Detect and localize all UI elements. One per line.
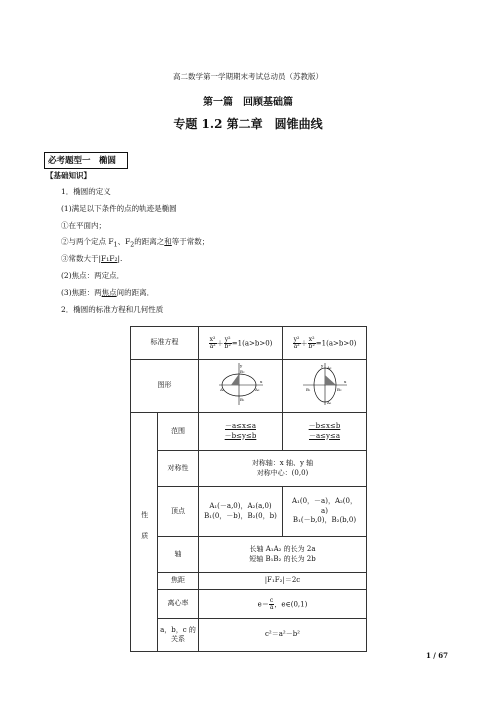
std-eq-label: 标准方程 [131, 327, 199, 360]
nature-label: 性质 [131, 413, 158, 652]
svg-text:A₁: A₁ [219, 387, 224, 393]
section-box-label: 必考题型一 椭圆 [48, 156, 117, 166]
svg-text:A₁: A₁ [326, 400, 331, 406]
definition-line-1: (1)满足以下条件的点的轨迹是椭圆 [61, 204, 177, 213]
part-title: 第一篇 回顾基础篇 [203, 97, 293, 108]
graph-vertical [283, 360, 367, 413]
svg-text:y: y [320, 363, 323, 369]
definition-heading: 1．椭圆的定义 [61, 187, 111, 196]
svg-text:B₁: B₁ [239, 397, 245, 403]
ellipse-properties-table [130, 326, 367, 652]
svg-text:B₁: B₁ [305, 387, 311, 393]
svg-text:B₂: B₂ [239, 369, 245, 375]
svg-text:y: y [239, 363, 242, 369]
definition-line-3: ②与两个定点 $F_1$、$F_2$的距离之和等于常数； [61, 237, 210, 249]
focus-line: (2)焦点：两定点． [61, 271, 125, 280]
ellipse-horizontal-graph [217, 361, 265, 407]
topic-title: 专题 1.2 第二章 圆锥曲线 [173, 117, 323, 131]
axis-label: 轴 [158, 537, 199, 573]
focal-distance-line: (3)焦距：两焦点间的距离． [61, 288, 155, 297]
abc-value: c²＝a²－b² [199, 619, 367, 652]
header-title: 高二数学第一学期期末考试总动员（苏教版） [173, 72, 323, 81]
symmetry-label: 对称性 [158, 451, 199, 487]
vertex-label: 顶点 [158, 487, 199, 537]
symmetry-value: 对称轴：x 轴、y 轴 对称中心：(0,0) [199, 451, 367, 487]
vertex-horizontal: A₁(－a,0)，A₂(a,0) B₁(0，－b)，B₂(0，b) [199, 487, 283, 537]
svg-text:A₂: A₂ [326, 365, 331, 371]
axis-value: 长轴 A₁A₂ 的长为 2a 短轴 B₁B₂ 的长为 2b [199, 537, 367, 573]
vertex-vertical: A₁(0，－a)，A₂(0， a) B₁(－b,0)，B₂(b,0) [283, 487, 367, 537]
svg-text:x: x [343, 379, 346, 385]
svg-text:x: x [259, 379, 262, 385]
section-box [44, 152, 128, 169]
svg-text:A₂: A₂ [254, 387, 259, 393]
page-number: 1 / 67 [426, 651, 449, 660]
eccentricity-label: 离心率 [158, 590, 199, 619]
graph-label: 图形 [131, 360, 199, 413]
graph-horizontal [199, 360, 283, 413]
definition-line-4: ③常数大于|F₁F₂|. [61, 254, 123, 263]
standard-eq-heading: 2．椭圆的标准方程和几何性质 [61, 305, 164, 314]
equation-vertical: $\frac{\text{y²}}{\text{a²}}$ ＋ $\frac{\text{x²}}{\text{b²}}$ =1(a>b>0) [283, 327, 367, 360]
svg-text:B₂: B₂ [336, 387, 342, 393]
eccentricity-value: e＝ $\frac{c}{a}$ ，e∈(0,1) [199, 590, 367, 619]
basic-label: 【基础知识】 [46, 171, 91, 180]
definition-line-2: ①在平面内； [61, 221, 106, 230]
range-horizontal: －a≤x≤a －b≤y≤b [199, 413, 283, 451]
equation-horizontal: $\frac{\text{x²}}{\text{a²}}$ ＋ $\frac{\text{y²}}{\text{b²}}$ =1(a>b>0) [199, 327, 283, 360]
focal-value: |F₁F₂|＝2c [199, 573, 367, 590]
focal-label: 焦距 [158, 573, 199, 590]
range-label: 范围 [158, 413, 199, 451]
range-vertical: －b≤x≤b －a≤y≤a [283, 413, 367, 451]
ellipse-vertical-graph [301, 361, 349, 407]
abc-label: a，b，c 的关系 [158, 619, 199, 652]
